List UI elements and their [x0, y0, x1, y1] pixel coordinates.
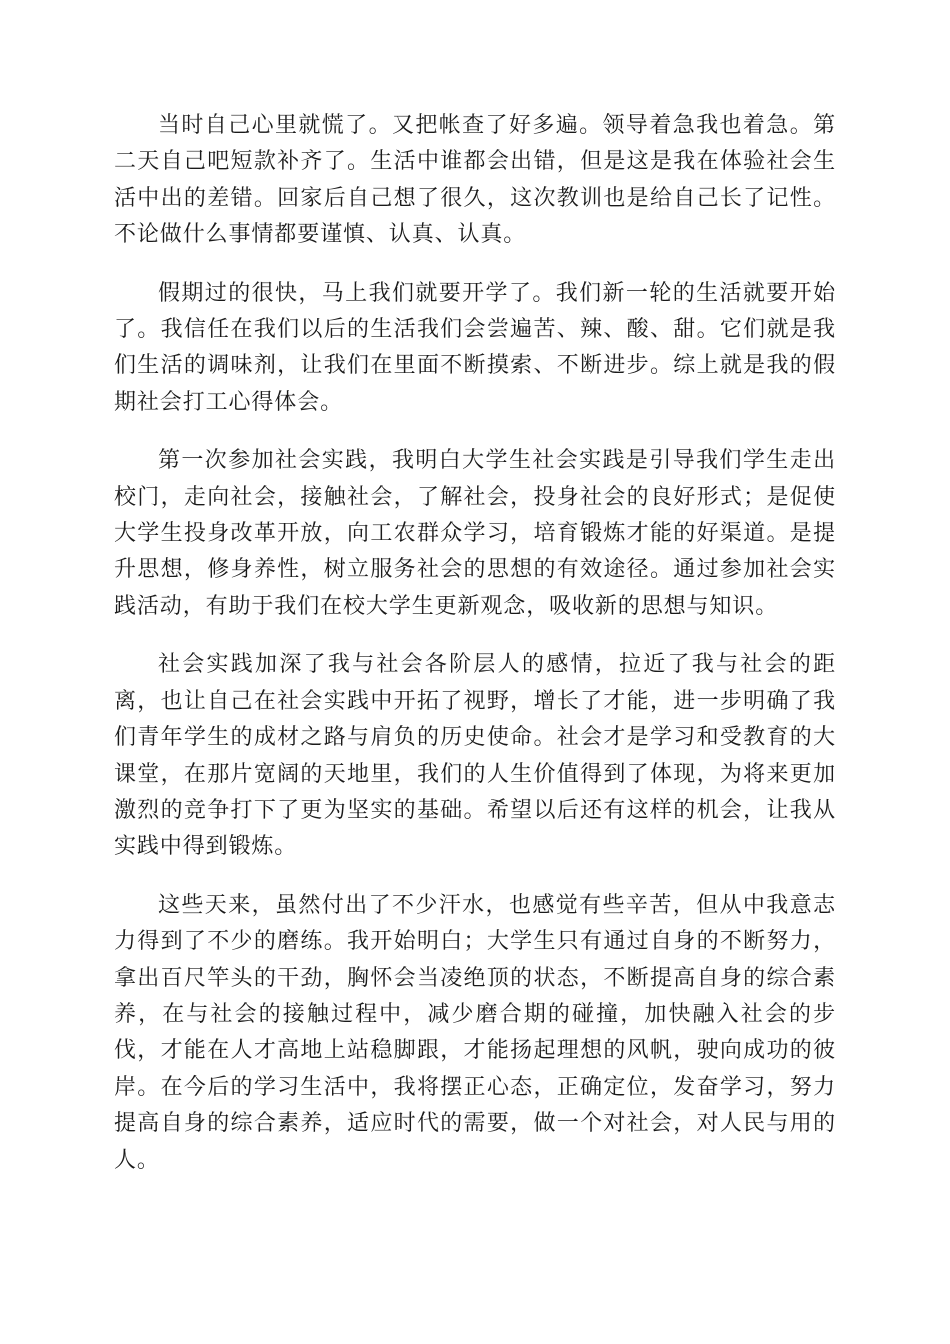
paragraph-2: 假期过的很快，马上我们就要开学了。我们新一轮的生活就要开始了。我信任在我们以后的生活我们会尝遍苦、辣、酸、甜。它们就是我们生活的调味剂，让我们在里面不断摸索、不断进步。综上就是我的假期社会打工心得体会。 [114, 280, 836, 415]
paragraph-5: 这些天来，虽然付出了不少汗水，也感觉有些辛苦，但从中我意志力得到了不少的磨练。我开始明白；大学生只有通过自身的不断努力，拿出百尺竿头的干劲，胸怀会当凌绝顶的状态，不断提高自身的综合素养，在与社会的接触过程中，减少磨合期的碰撞，加快融入社会的步伐，才能在人才高地上站稳脚跟，才能扬起理想的风帆，驶向成功的彼岸。在今后的学习生活中，我将摆正心态，正确定位，发奋学习，努力提高自身的综合素养，适应时代的需要，做一个对社会，对人民与用的人。 [114, 892, 836, 1173]
paragraph-1: 当时自己心里就慌了。又把帐查了好多遍。领导着急我也着急。第二天自己吧短款补齐了。生活中谁都会出错，但是这是我在体验社会生活中出的差错。回家后自己想了很久，这次教训也是给自己长了记性。不论做什么事情都要谨慎、认真、认真。 [114, 113, 836, 248]
paragraph-3: 第一次参加社会实践，我明白大学生社会实践是引导我们学生走出校门，走向社会，接触社会，了解社会，投身社会的良好形式；是促使大学生投身改革开放，向工农群众学习，培育锻炼才能的好渠道。是提升思想，修身养性，树立服务社会的思想的有效途径。通过参加社会实践活动，有助于我们在校大学生更新观念，吸收新的思想与知识。 [114, 448, 836, 619]
paragraph-4: 社会实践加深了我与社会各阶层人的感情，拉近了我与社会的距离，也让自己在社会实践中开拓了视野，增长了才能，进一步明确了我们青年学生的成材之路与肩负的历史使命。社会才是学习和受教育的大课堂，在那片宽阔的天地里，我们的人生价值得到了体现，为将来更加激烈的竞争打下了更为坚实的基础。希望以后还有这样的机会，让我从实践中得到锻炼。 [114, 652, 836, 860]
document-body [114, 108, 836, 1201]
